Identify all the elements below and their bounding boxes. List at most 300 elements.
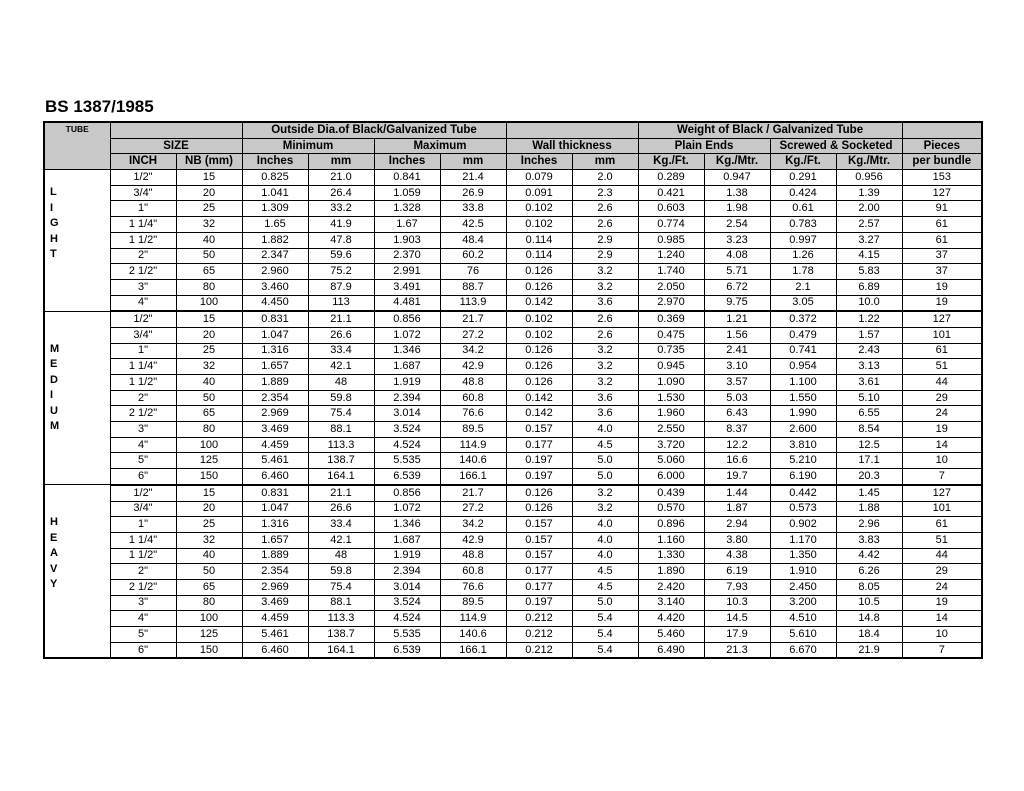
table-cell: 113.9 xyxy=(440,295,506,311)
table-cell: 4.08 xyxy=(704,248,770,264)
table-cell: 2.450 xyxy=(770,579,836,595)
table-cell: 51 xyxy=(902,532,982,548)
table-cell: 51 xyxy=(902,359,982,375)
table-cell: 1.990 xyxy=(770,406,836,422)
wall-mm-header: mm xyxy=(572,154,638,170)
table-cell: 150 xyxy=(176,642,242,658)
table-row xyxy=(44,185,982,201)
table-cell: 0.603 xyxy=(638,201,704,217)
table-cell: 101 xyxy=(902,501,982,517)
inch-header: INCH xyxy=(110,154,176,170)
table-cell: 3.2 xyxy=(572,359,638,375)
table-cell: 0.442 xyxy=(770,485,836,501)
table-cell: 0.570 xyxy=(638,501,704,517)
table-cell: 2.43 xyxy=(836,343,902,359)
table-cell: 2.354 xyxy=(242,564,308,580)
table-cell: 0.126 xyxy=(506,375,572,391)
group-letter: Y xyxy=(50,578,58,591)
table-cell: 138.7 xyxy=(308,453,374,469)
table-cell: 20 xyxy=(176,501,242,517)
table-cell: 50 xyxy=(176,390,242,406)
table-cell: 32 xyxy=(176,217,242,233)
table-cell: 21.4 xyxy=(440,170,506,186)
table-cell: 0.102 xyxy=(506,327,572,343)
table-cell: 1.910 xyxy=(770,564,836,580)
table-row xyxy=(44,532,982,548)
table-cell: 3/4" xyxy=(110,185,176,201)
table-cell: 47.8 xyxy=(308,232,374,248)
table-cell: 0.142 xyxy=(506,295,572,311)
table-cell: 8.54 xyxy=(836,422,902,438)
table-cell: 1.072 xyxy=(374,327,440,343)
table-row xyxy=(44,437,982,453)
table-cell: 6.190 xyxy=(770,469,836,485)
table-cell: 0.831 xyxy=(242,485,308,501)
table-cell: 60.8 xyxy=(440,564,506,580)
table-cell: 1.100 xyxy=(770,375,836,391)
table-cell: 26.6 xyxy=(308,501,374,517)
table-cell: 21.3 xyxy=(704,642,770,658)
table-cell: 37 xyxy=(902,264,982,280)
table-row xyxy=(44,232,982,248)
wall-thickness-header: Wall thickness xyxy=(506,138,638,154)
table-cell: 65 xyxy=(176,406,242,422)
table-cell: 127 xyxy=(902,311,982,327)
table-cell: 7.93 xyxy=(704,579,770,595)
table-cell: 0.439 xyxy=(638,485,704,501)
table-cell: 2.420 xyxy=(638,579,704,595)
table-cell: 59.6 xyxy=(308,248,374,264)
table-cell: 4.5 xyxy=(572,437,638,453)
blank-header xyxy=(506,122,638,138)
table-cell: 61 xyxy=(902,232,982,248)
table-cell: 0.102 xyxy=(506,217,572,233)
table-cell: 0.289 xyxy=(638,170,704,186)
header-row-3 xyxy=(44,154,982,170)
table-cell: 164.1 xyxy=(308,642,374,658)
table-cell: 5.210 xyxy=(770,453,836,469)
table-cell: 33.4 xyxy=(308,517,374,533)
table-cell: 0.142 xyxy=(506,390,572,406)
table-cell: 21.9 xyxy=(836,642,902,658)
table-cell: 0.856 xyxy=(374,311,440,327)
table-cell: 20.3 xyxy=(836,469,902,485)
table-cell: 26.9 xyxy=(440,185,506,201)
table-cell: 15 xyxy=(176,311,242,327)
table-cell: 3.810 xyxy=(770,437,836,453)
table-cell: 29 xyxy=(902,390,982,406)
table-row xyxy=(44,595,982,611)
table-cell: 3" xyxy=(110,595,176,611)
table-cell: 44 xyxy=(902,375,982,391)
table-cell: 1/2" xyxy=(110,170,176,186)
table-cell: 0.61 xyxy=(770,201,836,217)
table-cell: 5.4 xyxy=(572,611,638,627)
table-cell: 3.61 xyxy=(836,375,902,391)
table-cell: 0.774 xyxy=(638,217,704,233)
table-cell: 3.2 xyxy=(572,501,638,517)
table-cell: 48.4 xyxy=(440,232,506,248)
table-cell: 4.0 xyxy=(572,532,638,548)
table-cell: 0.735 xyxy=(638,343,704,359)
table-cell: 4.420 xyxy=(638,611,704,627)
table-cell: 1.57 xyxy=(836,327,902,343)
table-cell: 125 xyxy=(176,453,242,469)
table-cell: 0.954 xyxy=(770,359,836,375)
table-cell: 0.142 xyxy=(506,406,572,422)
table-cell: 1.346 xyxy=(374,343,440,359)
table-row xyxy=(44,469,982,485)
group-letter: G xyxy=(50,217,59,230)
table-cell: 1/2" xyxy=(110,311,176,327)
table-cell: 150 xyxy=(176,469,242,485)
group-label-medium xyxy=(44,311,110,485)
table-row xyxy=(44,422,982,438)
table-cell: 0.126 xyxy=(506,485,572,501)
table-cell: 1.26 xyxy=(770,248,836,264)
table-cell: 4.481 xyxy=(374,295,440,311)
per-bundle-header: per bundle xyxy=(902,154,982,170)
table-cell: 1.98 xyxy=(704,201,770,217)
table-cell: 100 xyxy=(176,295,242,311)
table-cell: 42.1 xyxy=(308,532,374,548)
table-cell: 12.5 xyxy=(836,437,902,453)
table-cell: 6.539 xyxy=(374,642,440,658)
table-cell: 0.369 xyxy=(638,311,704,327)
table-cell: 1.45 xyxy=(836,485,902,501)
table-cell: 0.102 xyxy=(506,201,572,217)
table-cell: 15 xyxy=(176,170,242,186)
table-cell: 21.0 xyxy=(308,170,374,186)
table-cell: 27.2 xyxy=(440,501,506,517)
group-letter: T xyxy=(50,248,57,261)
table-cell: 100 xyxy=(176,437,242,453)
table-cell: 19 xyxy=(902,279,982,295)
table-cell: 75.4 xyxy=(308,406,374,422)
table-cell: 2.9 xyxy=(572,248,638,264)
table-cell: 0.902 xyxy=(770,517,836,533)
table-cell: 0.421 xyxy=(638,185,704,201)
table-cell: 1.44 xyxy=(704,485,770,501)
table-cell: 7 xyxy=(902,642,982,658)
table-cell: 3.491 xyxy=(374,279,440,295)
blank-header xyxy=(110,122,242,138)
table-cell: 0.825 xyxy=(242,170,308,186)
table-row xyxy=(44,579,982,595)
table-cell: 1.328 xyxy=(374,201,440,217)
table-cell: 2 1/2" xyxy=(110,406,176,422)
table-cell: 4" xyxy=(110,295,176,311)
table-cell: 125 xyxy=(176,627,242,643)
group-letter: H xyxy=(50,516,58,529)
table-row xyxy=(44,375,982,391)
table-cell: 1.78 xyxy=(770,264,836,280)
blank-header xyxy=(902,122,982,138)
table-cell: 1.960 xyxy=(638,406,704,422)
table-cell: 48 xyxy=(308,375,374,391)
table-cell: 5.4 xyxy=(572,642,638,658)
document-title: BS 1387/1985 xyxy=(45,97,154,116)
table-cell: 3.2 xyxy=(572,279,638,295)
table-cell: 20 xyxy=(176,327,242,343)
min-inches-header: Inches xyxy=(242,154,308,170)
group-letter: U xyxy=(50,404,58,417)
table-cell: 2 1/2" xyxy=(110,579,176,595)
table-cell: 0.157 xyxy=(506,422,572,438)
table-cell: 34.2 xyxy=(440,343,506,359)
table-cell: 0.177 xyxy=(506,564,572,580)
table-cell: 2.57 xyxy=(836,217,902,233)
table-cell: 3.83 xyxy=(836,532,902,548)
table-cell: 42.9 xyxy=(440,532,506,548)
group-letter: I xyxy=(50,201,54,214)
table-cell: 27.2 xyxy=(440,327,506,343)
table-cell: 1.889 xyxy=(242,375,308,391)
table-cell: 5.4 xyxy=(572,627,638,643)
table-cell: 6.490 xyxy=(638,642,704,658)
table-cell: 3.524 xyxy=(374,422,440,438)
group-letter: V xyxy=(50,562,58,575)
table-cell: 2.600 xyxy=(770,422,836,438)
table-cell: 44 xyxy=(902,548,982,564)
group-letter: M xyxy=(50,342,60,355)
table-cell: 1.903 xyxy=(374,232,440,248)
table-cell: 21.7 xyxy=(440,311,506,327)
table-cell: 3.720 xyxy=(638,437,704,453)
table-cell: 20 xyxy=(176,185,242,201)
table-cell: 1.047 xyxy=(242,327,308,343)
table-cell: 2.970 xyxy=(638,295,704,311)
table-cell: 5" xyxy=(110,453,176,469)
table-cell: 87.9 xyxy=(308,279,374,295)
table-cell: 9.75 xyxy=(704,295,770,311)
table-cell: 0.197 xyxy=(506,469,572,485)
plain-kg-mtr-header: Kg./Mtr. xyxy=(704,154,770,170)
table-cell: 42.9 xyxy=(440,359,506,375)
table-cell: 1/2" xyxy=(110,485,176,501)
table-cell: 10 xyxy=(902,627,982,643)
table-row xyxy=(44,359,982,375)
table-cell: 1" xyxy=(110,343,176,359)
table-cell: 1.170 xyxy=(770,532,836,548)
table-cell: 2" xyxy=(110,248,176,264)
table-cell: 1.882 xyxy=(242,232,308,248)
table-cell: 34.2 xyxy=(440,517,506,533)
table-cell: 0.177 xyxy=(506,579,572,595)
table-cell: 1.919 xyxy=(374,375,440,391)
table-cell: 2.9 xyxy=(572,232,638,248)
table-row xyxy=(44,485,982,501)
table-cell: 0.424 xyxy=(770,185,836,201)
group-label-heavy xyxy=(44,485,110,659)
table-cell: 3.140 xyxy=(638,595,704,611)
table-cell: 18.4 xyxy=(836,627,902,643)
table-cell: 1" xyxy=(110,201,176,217)
table-cell: 5.03 xyxy=(704,390,770,406)
table-cell: 1.350 xyxy=(770,548,836,564)
table-cell: 1.21 xyxy=(704,311,770,327)
table-cell: 1.657 xyxy=(242,532,308,548)
table-cell: 4.459 xyxy=(242,611,308,627)
table-cell: 0.985 xyxy=(638,232,704,248)
table-cell: 2.6 xyxy=(572,311,638,327)
table-cell: 29 xyxy=(902,564,982,580)
group-label-light xyxy=(44,170,110,312)
table-row xyxy=(44,279,982,295)
table-cell: 3.524 xyxy=(374,595,440,611)
table-row xyxy=(44,327,982,343)
max-mm-header: mm xyxy=(440,154,506,170)
table-cell: 1.316 xyxy=(242,343,308,359)
table-cell: 127 xyxy=(902,485,982,501)
table-cell: 48.8 xyxy=(440,375,506,391)
table-cell: 1.919 xyxy=(374,548,440,564)
table-row xyxy=(44,548,982,564)
table-cell: 19.7 xyxy=(704,469,770,485)
table-cell: 0.945 xyxy=(638,359,704,375)
screwed-kg-ft-header: Kg./Ft. xyxy=(770,154,836,170)
table-cell: 1.56 xyxy=(704,327,770,343)
table-cell: 1.67 xyxy=(374,217,440,233)
table-cell: 3.460 xyxy=(242,279,308,295)
table-cell: 6.460 xyxy=(242,642,308,658)
table-cell: 16.6 xyxy=(704,453,770,469)
table-cell: 4" xyxy=(110,611,176,627)
table-cell: 6" xyxy=(110,642,176,658)
table-cell: 6.72 xyxy=(704,279,770,295)
nb-mm-header: NB (mm) xyxy=(176,154,242,170)
table-cell: 2.00 xyxy=(836,201,902,217)
table-cell: 1.39 xyxy=(836,185,902,201)
wall-inches-header: Inches xyxy=(506,154,572,170)
table-cell: 19 xyxy=(902,595,982,611)
table-cell: 2.960 xyxy=(242,264,308,280)
table-cell: 1.22 xyxy=(836,311,902,327)
table-cell: 0.177 xyxy=(506,437,572,453)
table-cell: 21.1 xyxy=(308,311,374,327)
table-cell: 0.956 xyxy=(836,170,902,186)
table-cell: 0.212 xyxy=(506,627,572,643)
table-cell: 2.354 xyxy=(242,390,308,406)
table-cell: 1.890 xyxy=(638,564,704,580)
table-cell: 3/4" xyxy=(110,327,176,343)
table-cell: 2.3 xyxy=(572,185,638,201)
group-letter: M xyxy=(50,420,60,433)
table-cell: 0.126 xyxy=(506,343,572,359)
table-cell: 164.1 xyxy=(308,469,374,485)
table-cell: 19 xyxy=(902,295,982,311)
table-cell: 12.2 xyxy=(704,437,770,453)
table-cell: 140.6 xyxy=(440,627,506,643)
table-row xyxy=(44,453,982,469)
table-cell: 91 xyxy=(902,201,982,217)
table-cell: 2 1/2" xyxy=(110,264,176,280)
table-cell: 61 xyxy=(902,517,982,533)
table-cell: 3.13 xyxy=(836,359,902,375)
table-cell: 5.535 xyxy=(374,627,440,643)
table-cell: 3.014 xyxy=(374,579,440,595)
table-cell: 6.43 xyxy=(704,406,770,422)
table-cell: 4.5 xyxy=(572,579,638,595)
pipe-specification-table xyxy=(43,121,983,659)
table-cell: 0.091 xyxy=(506,185,572,201)
table-cell: 1.550 xyxy=(770,390,836,406)
table-cell: 0.157 xyxy=(506,517,572,533)
table-row xyxy=(44,642,982,658)
table-cell: 5.060 xyxy=(638,453,704,469)
table-cell: 6.26 xyxy=(836,564,902,580)
table-cell: 61 xyxy=(902,217,982,233)
tube-header: TUBE xyxy=(44,122,110,170)
table-cell: 4.38 xyxy=(704,548,770,564)
table-cell: 113 xyxy=(308,295,374,311)
table-cell: 5.461 xyxy=(242,453,308,469)
table-cell: 0.783 xyxy=(770,217,836,233)
table-cell: 0.126 xyxy=(506,359,572,375)
table-cell: 24 xyxy=(902,406,982,422)
table-cell: 4" xyxy=(110,437,176,453)
table-cell: 1.240 xyxy=(638,248,704,264)
table-cell: 32 xyxy=(176,359,242,375)
table-cell: 2.050 xyxy=(638,279,704,295)
table-cell: 1.090 xyxy=(638,375,704,391)
table-cell: 80 xyxy=(176,279,242,295)
table-cell: 32 xyxy=(176,532,242,548)
table-cell: 6.19 xyxy=(704,564,770,580)
table-cell: 166.1 xyxy=(440,469,506,485)
table-cell: 19 xyxy=(902,422,982,438)
table-cell: 2.969 xyxy=(242,406,308,422)
table-cell: 88.1 xyxy=(308,422,374,438)
table-cell: 113.3 xyxy=(308,437,374,453)
table-cell: 33.4 xyxy=(308,343,374,359)
table-cell: 101 xyxy=(902,327,982,343)
table-body xyxy=(44,170,982,659)
table-cell: 0.126 xyxy=(506,501,572,517)
table-cell: 138.7 xyxy=(308,627,374,643)
table-row xyxy=(44,217,982,233)
table-cell: 1.160 xyxy=(638,532,704,548)
table-cell: 0.126 xyxy=(506,264,572,280)
table-cell: 3.10 xyxy=(704,359,770,375)
table-cell: 75.2 xyxy=(308,264,374,280)
table-cell: 2" xyxy=(110,564,176,580)
table-cell: 24 xyxy=(902,579,982,595)
group-letter: A xyxy=(50,547,58,560)
table-cell: 80 xyxy=(176,422,242,438)
table-cell: 0.573 xyxy=(770,501,836,517)
table-cell: 1.87 xyxy=(704,501,770,517)
table-cell: 33.8 xyxy=(440,201,506,217)
table-cell: 1 1/2" xyxy=(110,232,176,248)
table-row xyxy=(44,170,982,186)
table-cell: 1.316 xyxy=(242,517,308,533)
table-cell: 113.3 xyxy=(308,611,374,627)
table-cell: 1.330 xyxy=(638,548,704,564)
table-cell: 5.0 xyxy=(572,453,638,469)
table-cell: 76 xyxy=(440,264,506,280)
table-row xyxy=(44,406,982,422)
minimum-header: Minimum xyxy=(242,138,374,154)
table-cell: 5.10 xyxy=(836,390,902,406)
table-cell: 3" xyxy=(110,422,176,438)
table-cell: 1.687 xyxy=(374,359,440,375)
table-cell: 0.372 xyxy=(770,311,836,327)
table-cell: 1 1/4" xyxy=(110,532,176,548)
table-cell: 2.0 xyxy=(572,170,638,186)
table-cell: 15 xyxy=(176,485,242,501)
table-row xyxy=(44,611,982,627)
